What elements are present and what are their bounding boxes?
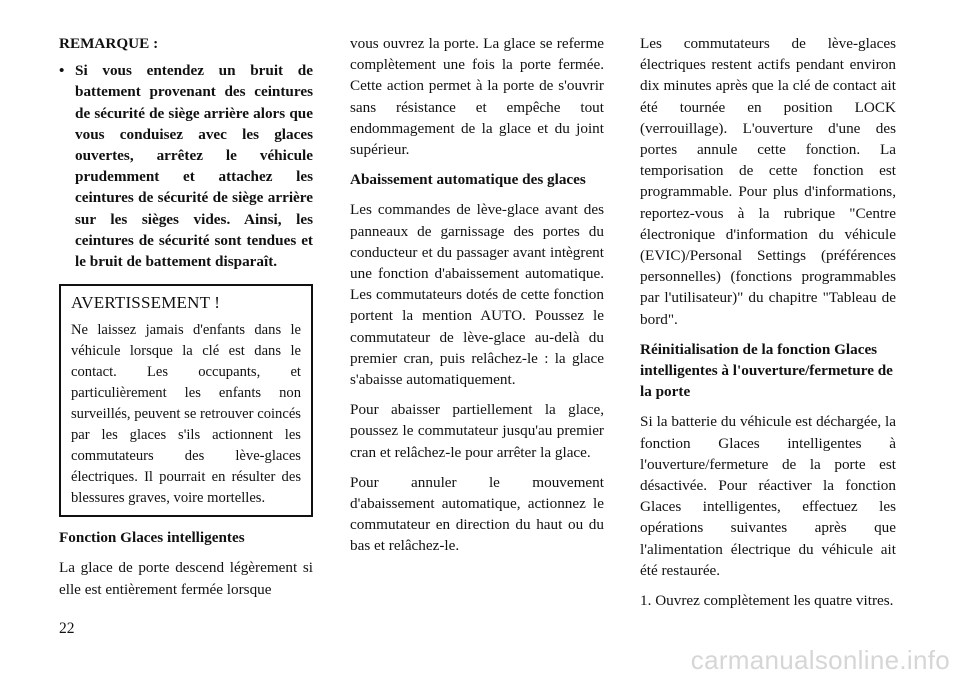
note-bullet-text: Si vous entendez un bruit de battement provenant des ceintures de sécurité de siège arrière alors que vous conduisez avec les glaces ouvertes, arrêtez le véhicule prudemment et attachez les ceintures de sécurité de siège arrière sur les sièges vides. Ainsi, les ceintures de sécurité sont tendues et le bruit de battement disparaît. — [75, 62, 313, 271]
watermark: carmanualsonline.info — [690, 645, 950, 675]
section-heading-auto-down: Abaissement automatique des glaces — [350, 171, 586, 189]
paragraph-door-glass: vous ouvrez la porte. La glace se referme complètement une fois la porte fermée. Cette action permet à la porte de s'ouvrir sans résistance et empêche tout endommagement de la glace et du joint supérieur. — [350, 35, 604, 159]
note-bullet-item — [59, 60, 313, 272]
note-title: REMARQUE : — [59, 35, 159, 52]
paragraph-partial-lower: Pour abaisser partiellement la glace, poussez le commutateur jusqu'au premier cran et relâchez-le pour arrêter la glace. — [350, 401, 604, 461]
paragraph-battery-reset: Si la batterie du véhicule est déchargée, la fonction Glaces intelligentes à l'ouverture/fermeture de la porte est désactivée. Pour réactiver la fonction Glaces intelligentes, effectuez les opérations suivantes après que l'alimentation électrique du véhicule ait été restaurée. — [640, 413, 896, 579]
paragraph-cancel-auto-down: Pour annuler le mouvement d'abaissement automatique, actionnez le commutateur en direction du haut ou du bas et relâchez-le. — [350, 473, 604, 555]
paragraph-auto-down: Les commandes de lève-glace avant des panneaux de garnissage des portes du conducteur et du passager avant intègrent une fonction d'abaissement automatique. Les commutateurs dotés de cette fonction portent la mention AUTO. Poussez le commutateur de lève-glace au-delà du premier cran, puis relâchez-le : la glace s'abaisse automatiquement. — [350, 201, 604, 389]
warning-title: AVERTISSEMENT ! — [71, 293, 221, 313]
step-one: 1. Ouvrez complètement les quatre vitres. — [640, 592, 894, 610]
column-left — [59, 33, 313, 600]
page-number: 22 — [59, 620, 75, 637]
section-heading-reset: Réinitialisation de la fonction Glaces intelligentes à l'ouverture/fermeture de la porte — [640, 340, 893, 401]
warning-box — [59, 284, 313, 517]
column-middle — [350, 33, 604, 557]
bullet-icon: • — [59, 62, 65, 80]
section-heading-smart-windows: Fonction Glaces intelligentes — [59, 529, 245, 547]
paragraph-switch-timer: Les commutateurs de lève-glaces électriques restent actifs pendant environ dix minutes après que la clé de contact ait été tournée en position LOCK (verrouillage). L'ouverture d'une des portes annule cette fonction. La temporisation de cette fonction est programmable. Pour plus d'informations, reportez-vous à la rubrique "Centre électronique d'information du véhicule (EVIC)/Personal Settings (préférences personnelles) (fonctions programmables par l'utilisateur)" du chapitre "Tableau de bord". — [640, 35, 896, 328]
paragraph-smart-windows-intro: La glace de porte descend légèrement si elle est entièrement fermée lorsque — [59, 559, 313, 598]
column-right — [640, 33, 896, 611]
warning-text: Ne laissez jamais d'enfants dans le véhicule lorsque la clé est dans le contact. Les occupants, et particulièrement les enfants non surveillés, peuvent se retrouver coincés par les glaces s'ils actionnent les commutateurs des lève-glaces électriques. Il pourrait en résulter des blessures graves, voire mortelles. — [71, 322, 301, 507]
